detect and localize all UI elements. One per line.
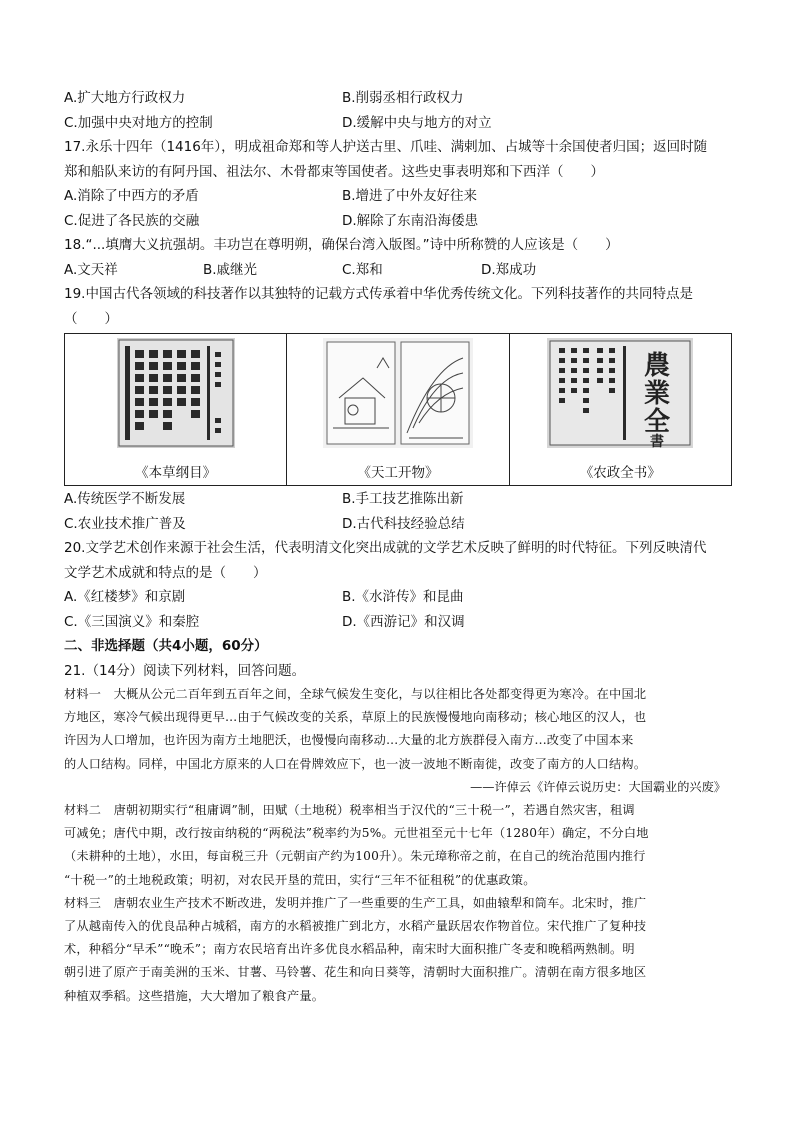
section-heading-nonchoice: 二、非选择题（共4小题，60分）	[64, 638, 268, 654]
material-1-line-1	[64, 683, 732, 706]
material-1-line-2: 方地区，寒冷气候出现得更早…由于气候改变的关系，草原上的民族慢慢地向南移动；核心地区的汉人，也	[64, 710, 647, 725]
q18-option-c[interactable]: C.郑和	[342, 261, 383, 278]
figure-tiangong-kaiwu	[286, 334, 508, 485]
material-3-line-2: 了从越南传入的优良品种占城稻，南方的水稻被推广到北方，水稻产量跃居农作物首位。宋代推广了复种技	[64, 919, 647, 934]
material-3-line-3: 术，种稻分“早禾”“晚禾”；南方农民培育出许多优良水稻品种，南宋时大面积推广冬麦和晚稻两熟制。明	[64, 942, 635, 957]
q20-option-c[interactable]: C.《三国演义》和秦腔	[64, 613, 200, 630]
nongzheng-title-char-1: 農	[644, 351, 671, 381]
figure-bencao-gangmu	[65, 334, 286, 485]
q20-option-a[interactable]: A.《红楼梦》和京剧	[64, 589, 186, 605]
tiangong-kaiwu-image	[323, 338, 473, 448]
material-3-label: 材料三	[64, 895, 102, 910]
q17-options-row2	[64, 209, 732, 234]
material-1-line-4: 的人口结构。同样，中国北方原来的人口在骨牌效应下，也一波一波地不断南徙，改变了南方的人口结构。	[64, 756, 647, 771]
material-2-label: 材料二	[64, 803, 102, 818]
q18-options	[64, 258, 732, 283]
bencao-gangmu-image	[117, 338, 235, 448]
material-1-text-1: 大概从公元二百年到五百年之间，全球气候发生变化，与以往相比各处都变得更为寒冷。在中国北	[113, 687, 647, 701]
material-1-label: 材料一	[64, 687, 102, 701]
q17-option-a[interactable]: A.消除了中西方的矛盾	[64, 188, 199, 204]
material-2-line-2: 可减免；唐代中期，改行按亩纳税的“两税法”税率约为5%。元世祖至元十七年（1280年）确定，不分白地	[64, 826, 649, 841]
q20-option-d[interactable]: D.《西游记》和汉调	[342, 613, 465, 630]
material-3-line-5: 种植双季稻。这些措施，大大增加了粮食产量。	[64, 988, 325, 1003]
material-3	[64, 892, 732, 1008]
q16-option-c[interactable]: C.加强中央对地方的控制	[64, 114, 213, 131]
q16-option-b[interactable]: B.削弱丞相行政权力	[342, 90, 464, 106]
material-1-source: ——许倬云《许倬云说历史：大国霸业的兴废》	[470, 779, 726, 794]
q17-option-b[interactable]: B.增进了中外友好往来	[342, 188, 478, 204]
material-2	[64, 799, 732, 892]
q20-stem-line1: 20.文学艺术创作来源于社会生活，代表明清文化突出成就的文学艺术反映了鲜明的时代特征。下列反映清代	[64, 540, 707, 556]
q19-option-b[interactable]: B.手工技艺推陈出新	[342, 491, 464, 507]
q16-option-a[interactable]: A.扩大地方行政权力	[64, 90, 186, 106]
material-3-text-1: 唐朝农业生产技术不断改进，发明并推广了一些重要的生产工具，如曲辕犁和筒车。北宋时，推广	[113, 895, 647, 910]
q20-options-row1	[64, 585, 732, 610]
material-3-line-4: 朝引进了原产于南美洲的玉米、甘薯、马铃薯、花生和向日葵等，清朝时大面积推广。清朝在南方很多地区	[64, 965, 647, 980]
material-2-line-1	[64, 799, 732, 822]
q21-stem: 21.（14分）阅读下列材料，回答问题。	[64, 662, 306, 679]
q19-option-d[interactable]: D.古代科技经验总结	[342, 515, 465, 532]
q18-option-a[interactable]: A.文天祥	[64, 261, 118, 278]
q16-options-row2	[64, 111, 732, 136]
material-1	[64, 683, 732, 799]
q17-option-d[interactable]: D.解除了东南沿海倭患	[342, 212, 479, 229]
q19-option-c[interactable]: C.农业技术推广普及	[64, 515, 186, 532]
q20-stem-line2: 文学艺术成就和特点的是（ ）	[64, 564, 267, 581]
exam-page	[64, 86, 732, 1008]
q19-figure-table	[64, 333, 732, 486]
q19-stem-line1: 19.中国古代各领域的科技著作以其独特的记载方式传承着中华优秀传统文化。下列科技著作的共同特点是	[64, 286, 693, 302]
q16-options-row1	[64, 86, 732, 111]
q18-stem: 18.“...填膺大义抗强胡。丰功岂在尊明朔，确保台湾入版图。”诗中所称赞的人应该是（ ）	[64, 237, 619, 253]
material-3-line-1	[64, 892, 732, 915]
q20-options-row2	[64, 610, 732, 635]
q18-option-b[interactable]: B.戚继光	[203, 261, 258, 278]
figure-nongzheng-quanshu	[509, 334, 731, 485]
q17-stem-line2: 郑和船队来访的有阿丹国、祖法尔、木骨都束等国使者。这些史事表明郑和下西洋（ ）	[64, 163, 604, 180]
nongzheng-title-char-3: 全	[644, 407, 671, 437]
material-1-line-3: 许因为人口增加，也许因为南方土地肥沃，也慢慢向南移动...大量的北方族群侵入南方...改变了中国本来	[64, 733, 634, 748]
material-2-text-1: 唐朝初期实行“租庸调”制，田赋（土地税）税率相当于汉代的“三十税一”，若遇自然灾害，租调	[113, 803, 635, 818]
nongzheng-title-char-4: 書	[650, 434, 665, 448]
q20-option-b[interactable]: B.《水浒传》和昆曲	[342, 589, 464, 605]
q17-stem-line1: 17.永乐十四年（1416年），明成祖命郑和等人护送古里、爪哇、满剌加、占城等十余国使者归国；返回时随	[64, 139, 708, 155]
q18-option-d[interactable]: D.郑成功	[481, 261, 537, 278]
q19-options-row1	[64, 487, 732, 512]
q19-option-a[interactable]: A.传统医学不断发展	[64, 491, 186, 507]
figure-caption-bencao: 《本草纲目》	[135, 465, 217, 481]
figure-caption-tiangong: 《天工开物》	[357, 465, 439, 481]
nongzheng-title-char-2: 業	[644, 379, 671, 409]
q19-options-row2	[64, 512, 732, 537]
q17-option-c[interactable]: C.促进了各民族的交融	[64, 212, 200, 229]
material-2-line-3: （未耕种的土地），水田，每亩税三升（元朝亩产约为100升）。朱元璋称帝之前，在自己的统治范围内推行	[64, 849, 646, 864]
nongzheng-quanshu-image	[547, 338, 693, 448]
q16-option-d[interactable]: D.缓解中央与地方的对立	[342, 114, 492, 131]
material-2-line-4: “十税一”的土地税政策；明初，对农民开垦的荒田，实行“三年不征租税”的优惠政策。	[64, 872, 536, 887]
q17-options-row1	[64, 184, 732, 209]
figure-caption-nongzheng: 《农政全书》	[579, 465, 661, 481]
q19-stem-line2: （ ）	[64, 310, 118, 327]
